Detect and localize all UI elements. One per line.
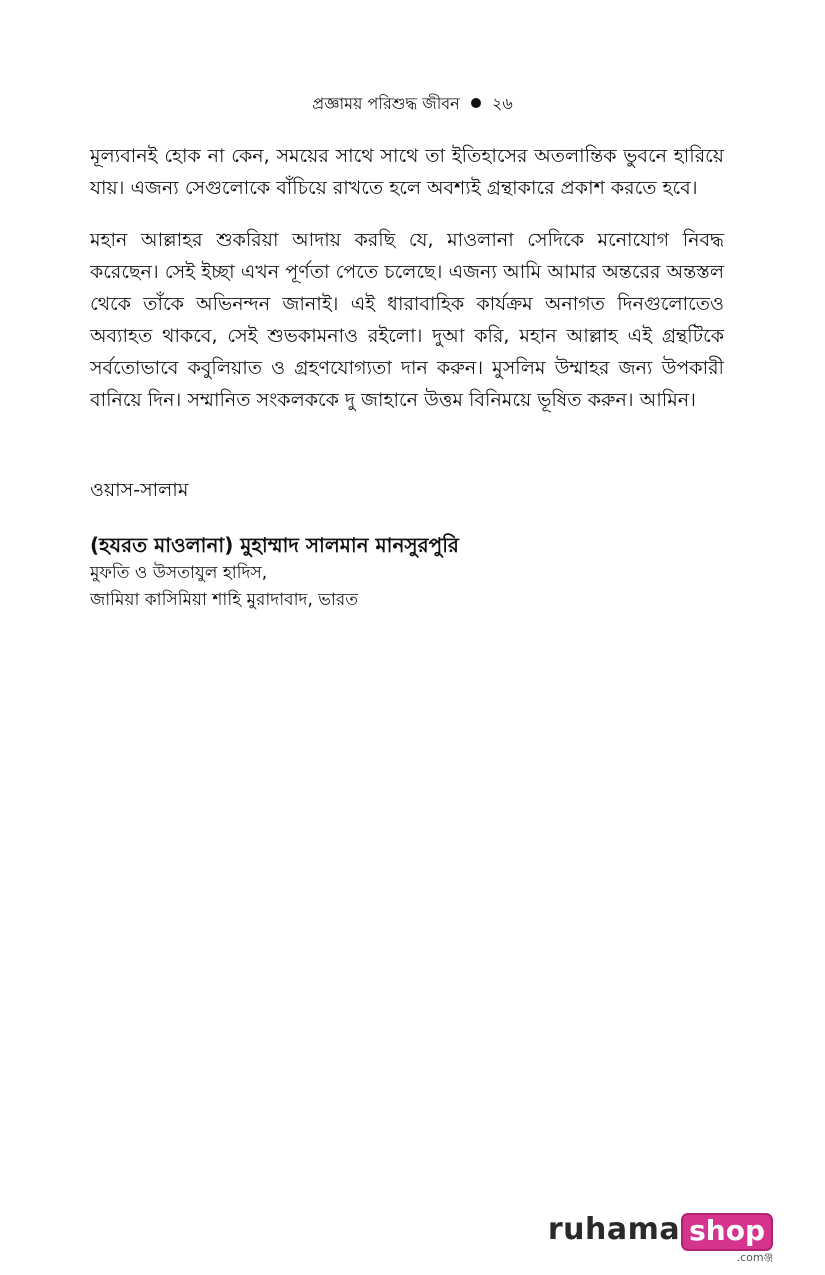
closing-salutation: ওয়াস-সালাম <box>90 479 189 501</box>
running-header <box>0 93 825 115</box>
signatory-name: (হযরত মাওলানা) মুহাম্মাদ সালমান মানসুরপুরি <box>90 533 459 557</box>
body-paragraph-1: মূল্যবানই হোক না কেন, সময়ের সাথে সাথে তা ইতিহাসের অতলান্তিক ভুবনে হারিয়ে যায়। এজন্য সেগুলোকে বাঁচিয়ে রাখতে হলে অবশ্যই গ্রন্থাকারে প্রকাশ করতে হবে। <box>90 145 724 199</box>
brand-badge <box>681 1213 773 1264</box>
brand-domain-text: .comঞ্জ <box>736 1251 773 1264</box>
body-paragraph-2: মহান আল্লাহর শুকরিয়া আদায় করছি যে, মাওলানা সেদিকে মনোযোগ নিবদ্ধ করেছেন। সেই ইচ্ছা এখন পূর্ণতা পেতে চলেছে। এজন্য আমি আমার অন্তরের অন্তস্তল থেকে তাঁকে অভিনন্দন জানাই। এই ধারাবাহিক কার্যক্রম অনাগত দিনগুলোতেও অব্যাহত থাকবে, সেই শুভকামনাও রইলো। দুআ করি, মহান আল্লাহ এই গ্রন্থটিকে সর্বতোভাবে কবুলিয়াত ও গ্রহণযোগ্যতা দান করুন। মুসলিম উম্মাহর জন্য উপকারী বানিয়ে দিন। সম্মানিত সংকলককে দু জাহানে উত্তম বিনিময়ে ভূষিত করুন। আমিন। <box>90 229 724 411</box>
ruhamashop-watermark-logo <box>547 1212 773 1264</box>
brand-shop-box: shop <box>681 1213 773 1251</box>
brand-name-text: ruhama <box>547 1212 681 1247</box>
signatory-title: মুফতি ও উসতাযুল হাদিস, <box>90 563 268 583</box>
page-number: ২৬ <box>491 94 513 113</box>
book-title: প্রজ্ঞাময় পরিশুদ্ধ জীবন <box>312 94 460 113</box>
page-content <box>90 140 724 614</box>
bullet-dot-icon <box>471 98 481 108</box>
signatory-institution: জামিয়া কাসিমিয়া শাহি মুরাদাবাদ, ভারত <box>90 590 358 610</box>
signature-block <box>90 530 724 614</box>
